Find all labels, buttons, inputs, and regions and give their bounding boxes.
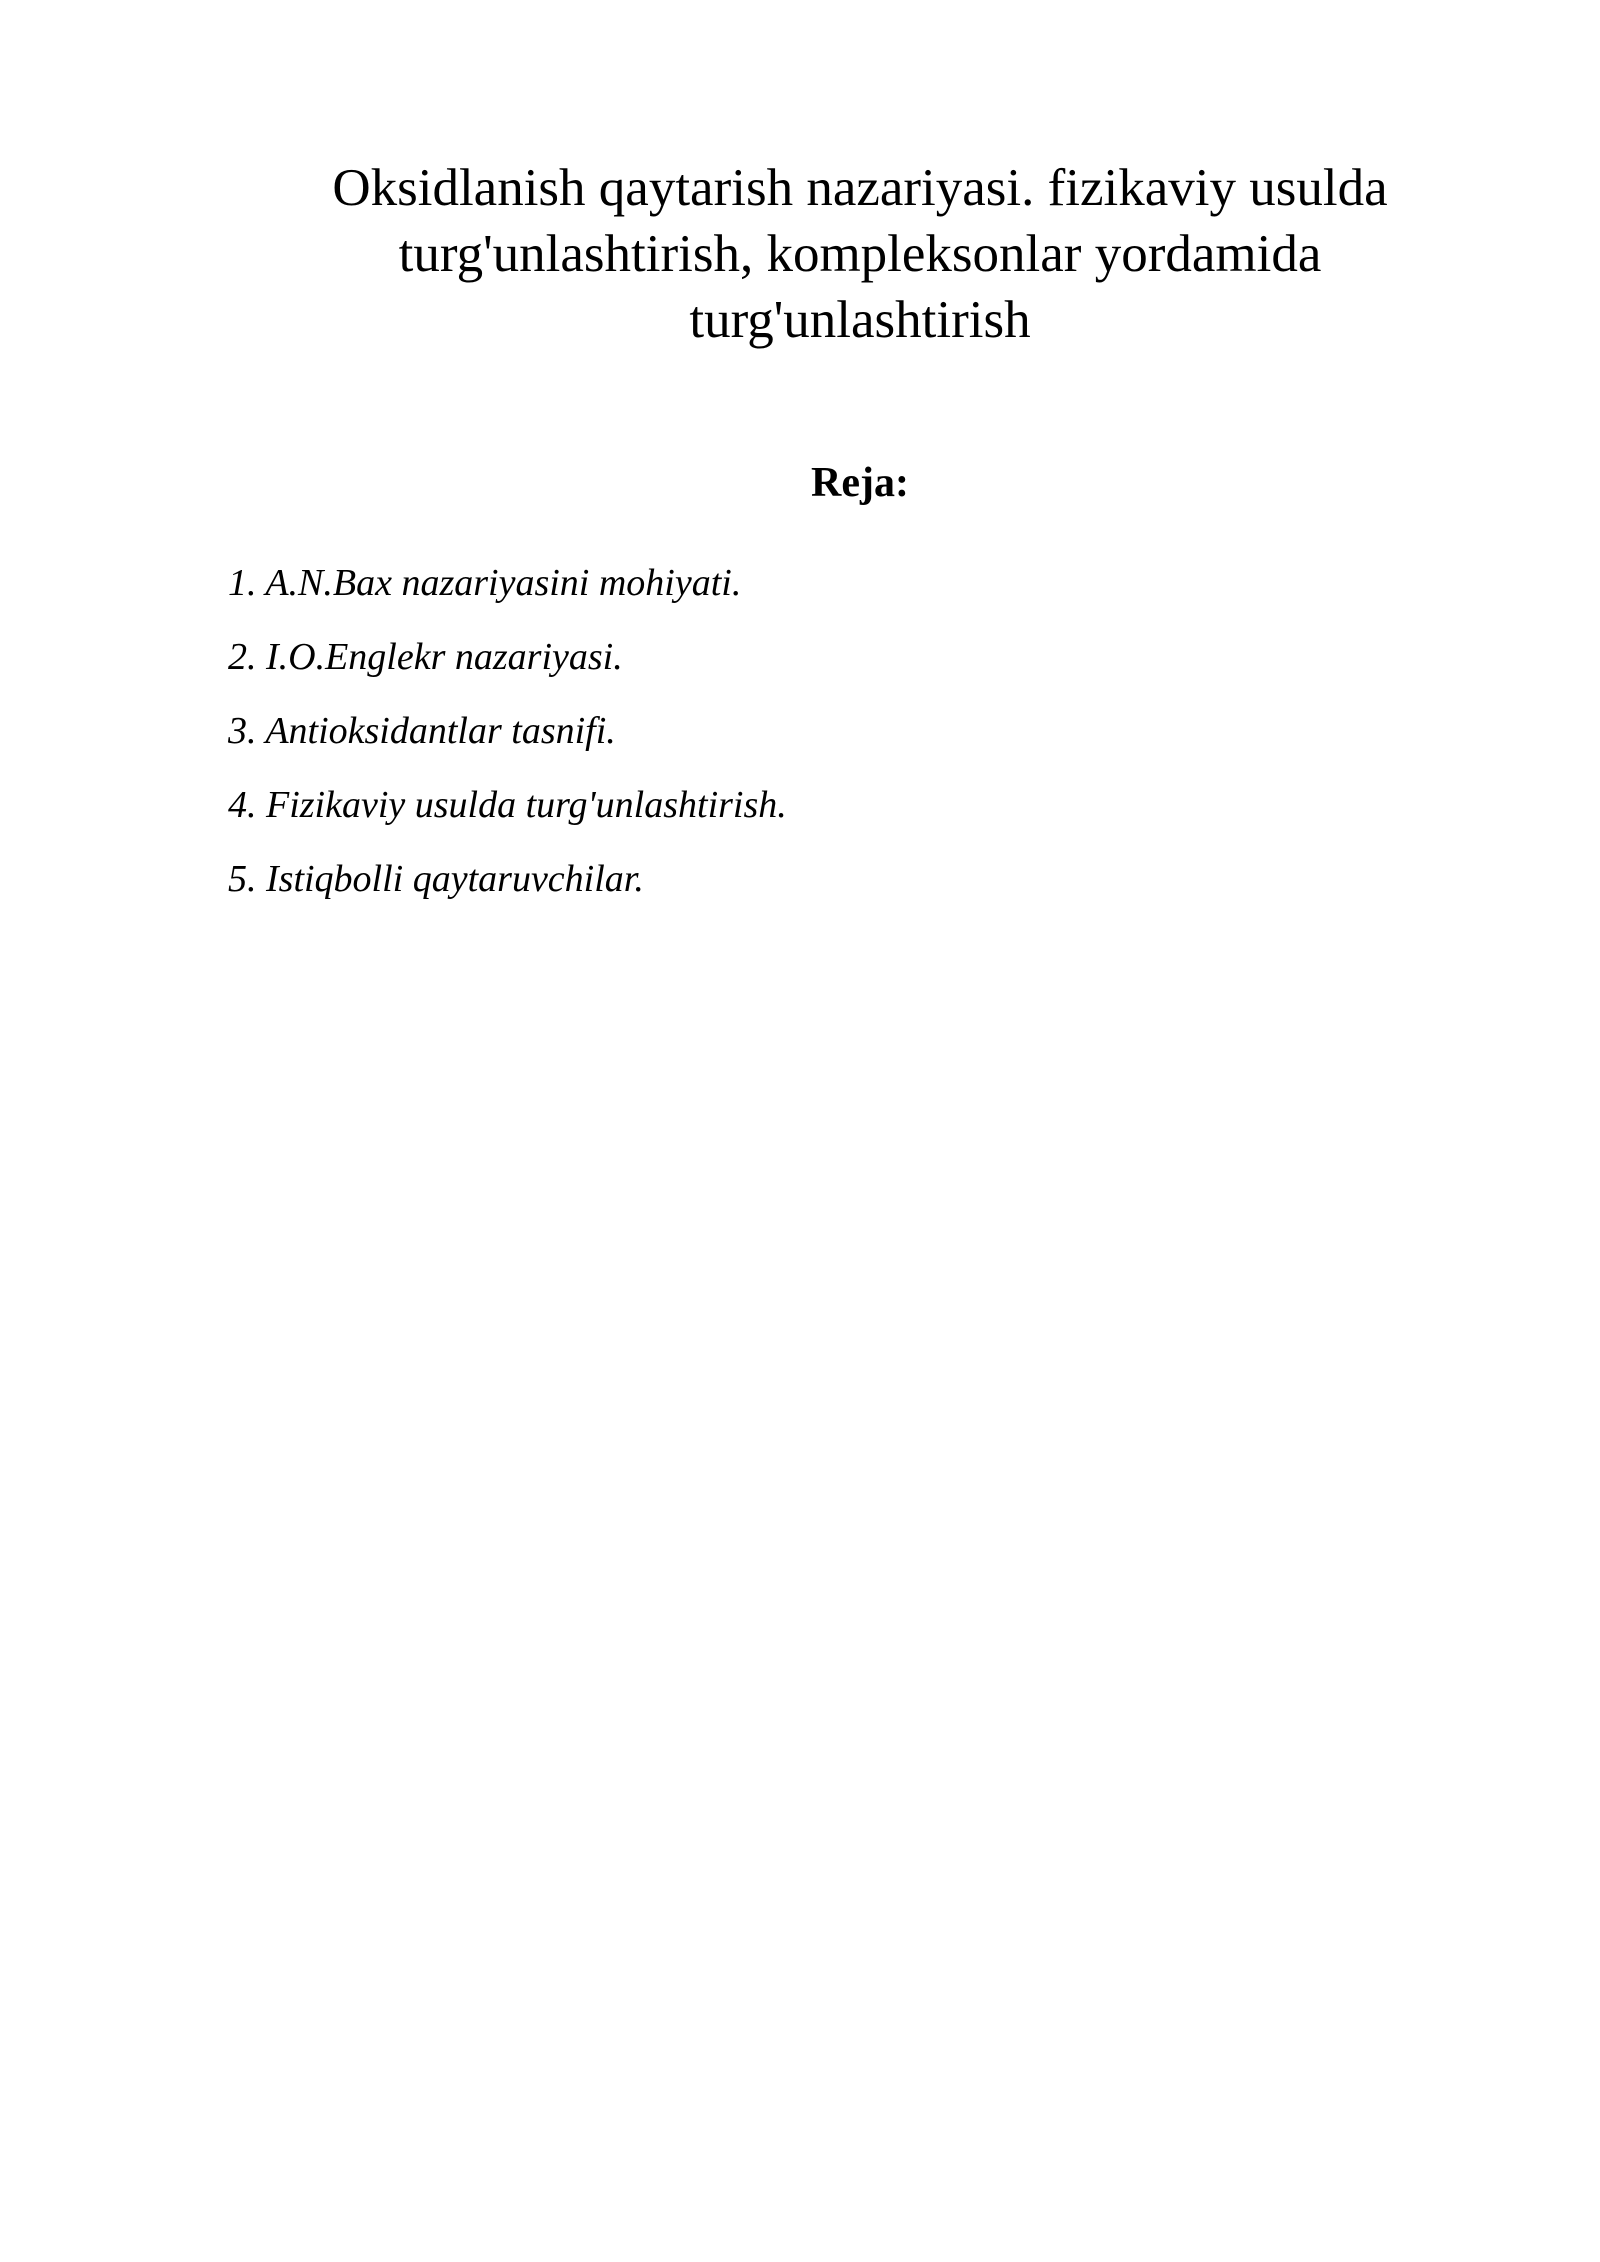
plan-heading: Reja: xyxy=(811,460,909,506)
plan-item: 5. Istiqbolli qaytaruvchilar. xyxy=(228,858,644,900)
plan-list xyxy=(228,557,787,927)
title-line: turg'unlashtirish xyxy=(689,291,1031,349)
plan-item: 4. Fizikaviy usulda turg'unlashtirish. xyxy=(228,784,787,826)
plan-item: 1. A.N.Bax nazariyasini mohiyati. xyxy=(228,562,742,604)
title-line: turg'unlashtirish, kompleksonlar yordamida xyxy=(398,225,1322,283)
document-title xyxy=(240,155,1480,353)
title-line: Oksidlanish qaytarish nazariyasi. fizikaviy usulda xyxy=(332,159,1388,217)
plan-item: 2. I.O.Englekr nazariyasi. xyxy=(228,636,623,678)
plan-item: 3. Antioksidantlar tasnifi. xyxy=(228,710,616,752)
